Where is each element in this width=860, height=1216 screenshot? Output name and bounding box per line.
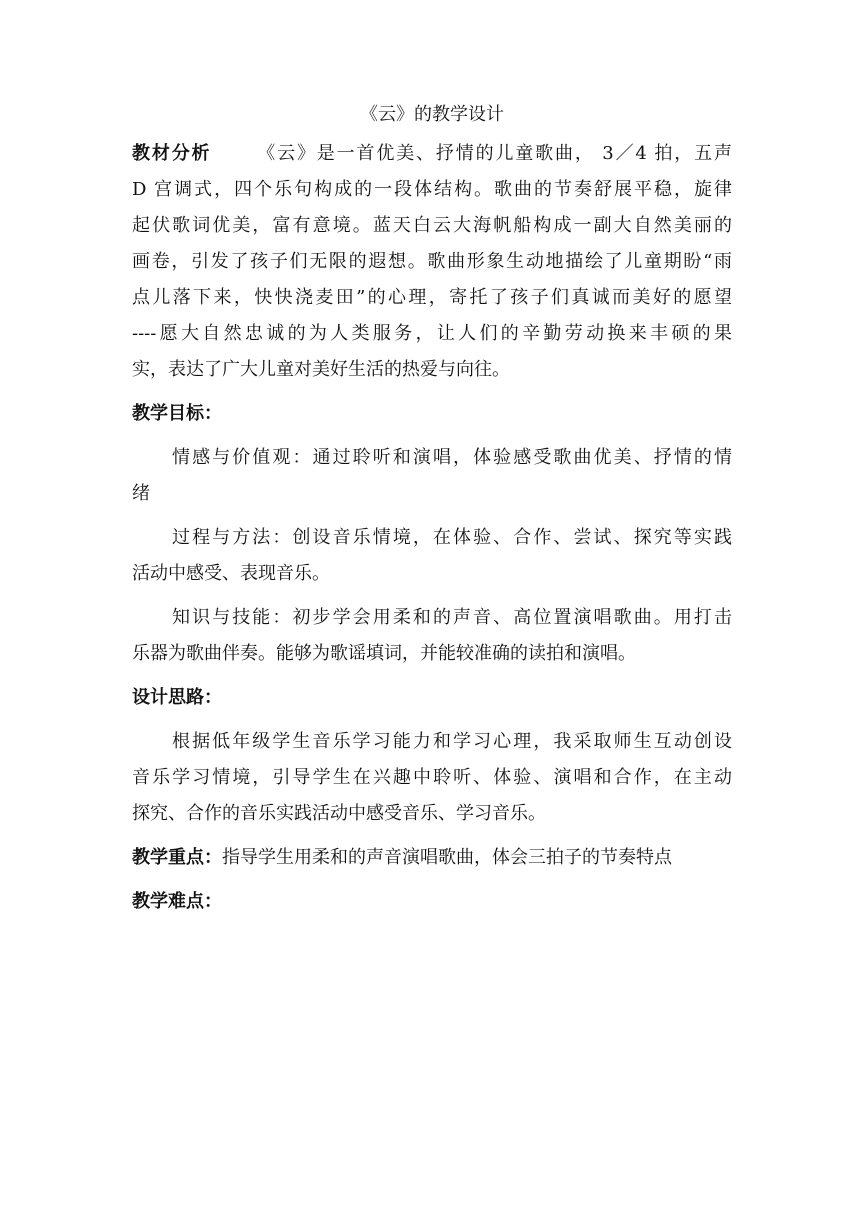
document-page	[132, 100, 732, 920]
analysis-line-3: 起伏歌词优美，富有意境。蓝天白云大海帆船构成一副大自然美丽的	[132, 215, 732, 236]
design-line-3: 探究、合作的音乐实践活动中感受音乐、学习音乐。	[132, 803, 546, 824]
key-point-text: 指导学生用柔和的声音演唱歌曲，体会三拍子的节奏特点	[222, 847, 672, 868]
analysis-text-1: 《云》是一首优美、抒情的儿童歌曲， 3／4 拍，五声	[255, 143, 732, 164]
design-line-2: 音乐学习情境，引导学生在兴趣中聆听、体验、演唱和合作，在主动	[132, 767, 732, 788]
objective-knowledge-line-1: 知识与技能：初步学会用柔和的声音、高位置演唱歌曲。用打击	[172, 607, 732, 628]
design-heading: 设计思路：	[132, 687, 222, 708]
difficulty-heading: 教学难点：	[132, 891, 222, 912]
objective-process-line-1: 过程与方法：创设音乐情境，在体验、合作、尝试、探究等实践	[172, 527, 732, 548]
analysis-line-5: 点儿落下来，快快浇麦田”的心理，寄托了孩子们真诚而美好的愿望	[132, 287, 732, 308]
analysis-line-6: ----愿大自然忠诚的为人类服务，让人们的辛勤劳动换来丰硕的果	[132, 323, 732, 344]
design-line-1: 根据低年级学生音乐学习能力和学习心理，我采取师生互动创设	[172, 731, 732, 752]
key-point-line	[132, 840, 732, 876]
analysis-line-2: D 宫调式，四个乐句构成的一段体结构。歌曲的节奏舒展平稳，旋律	[132, 179, 732, 200]
objective-emotion-line-2: 绪	[132, 483, 150, 504]
objective-emotion-line-1: 情感与价值观：通过聆听和演唱，体验感受歌曲优美、抒情的情	[172, 447, 732, 468]
analysis-line-4: 画卷，引发了孩子们无限的遐想。歌曲形象生动地描绘了儿童期盼“雨	[132, 251, 732, 272]
analysis-line-7: 实，表达了广大儿童对美好生活的热爱与向往。	[132, 359, 510, 380]
document-title: 《云》的教学设计	[360, 104, 504, 125]
objectives-heading: 教学目标：	[132, 403, 222, 424]
analysis-line-1	[132, 136, 732, 172]
analysis-heading: 教材分析	[132, 143, 212, 164]
objective-knowledge-line-2: 乐器为歌曲伴奏。能够为歌谣填词，并能较准确的读拍和演唱。	[132, 643, 636, 664]
key-point-heading: 教学重点：	[132, 847, 222, 868]
objective-process-line-2: 活动中感受、表现音乐。	[132, 563, 330, 584]
